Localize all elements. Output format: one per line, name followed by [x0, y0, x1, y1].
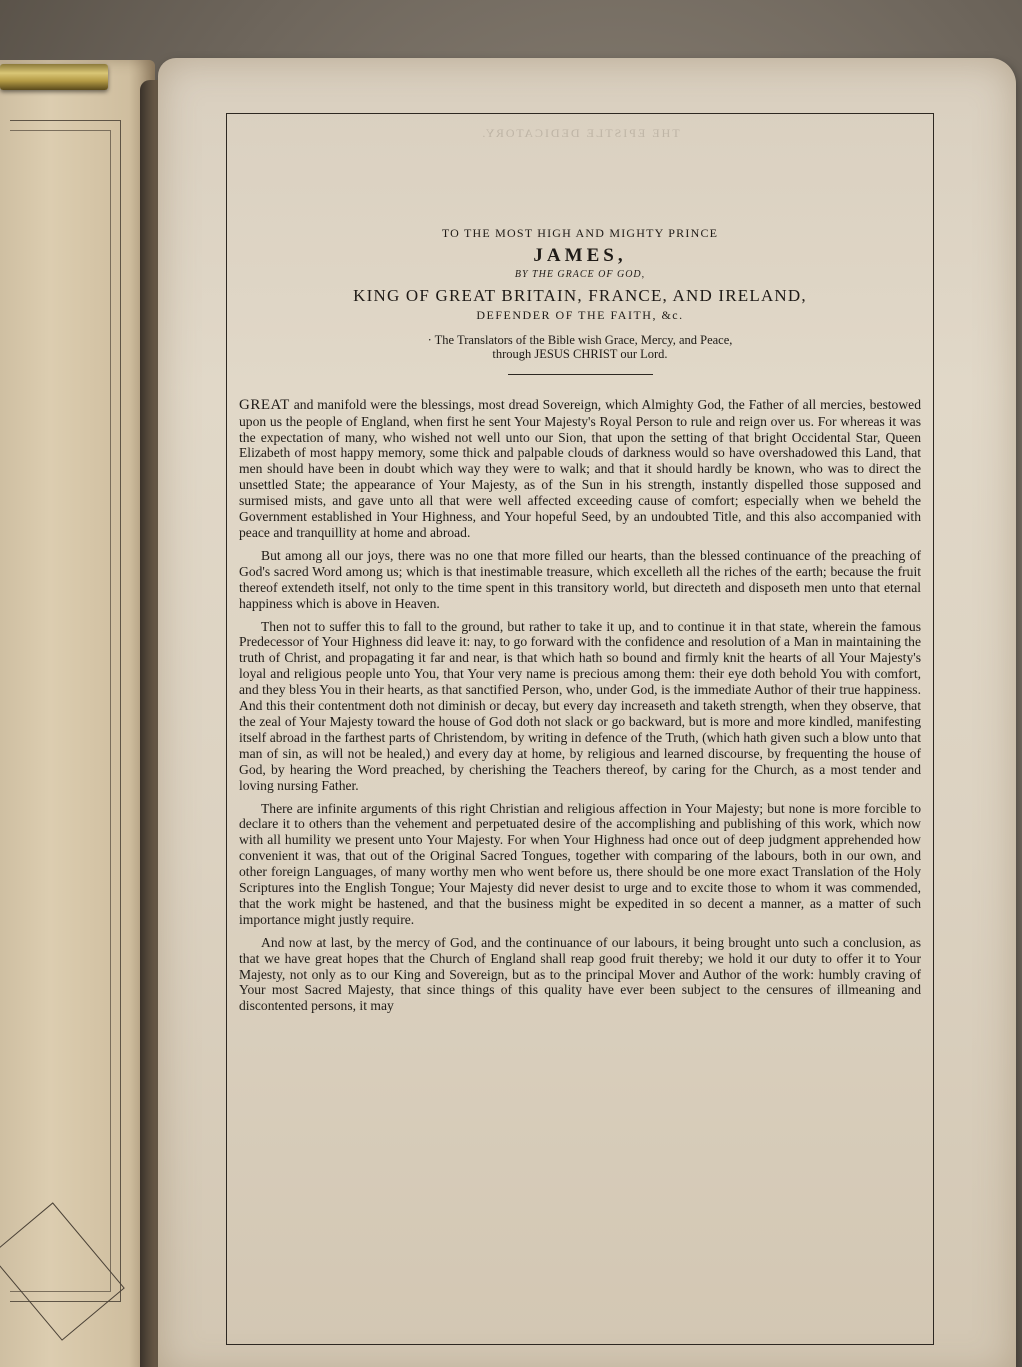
translators-greeting-line-2: through JESUS CHRIST our Lord. — [492, 347, 668, 362]
paragraph-3: Then not to suffer this to fall to the ground, but rather to take it up, and to continue it in that state, wherein the famous Predecessor of Your Highness did leave it: nay, to go forward with the confidence and resolution of a Man in maintaining the truth of Christ, and propagating it far and near, is that which hath so bound and firmly knit the hearts of all Your Majesty's loyal and religious people unto You, that Your very name is precious among them: their eye doth behold You with comfort, and they bless You in their hearts, as that sanctified Person, who, under God, is the immediate Author of their true happiness. And this their contentment doth not diminish or decay, but every day increaseth and taketh strength, when they observe, that the zeal of Your Majesty toward the house of God doth not slack or go backward, but is more and more kindled, manifesting itself abroad in the farthest parts of Christendom, by writing in defence of the Truth, (which hath given such a blow unto that man of sin, as will not be healed,) and every day at home, by religious and learned discourse, by frequenting the house of God, by hearing the Word preached, by cherishing the Teachers thereof, by caring for the Church, as a most tender and loving nursing Father. — [239, 618, 921, 793]
by-grace-line: BY THE GRACE OF GOD, — [514, 269, 646, 280]
left-page-edge — [0, 60, 155, 1367]
paragraph-5: And now at last, by the mercy of God, and the continuance of our labours, it being brought unto such a conclusion, as that we have great hopes that the Church of England shall reap good fruit thereby; we hold it our duty to offer it to Your Majesty, not only as to our King and Sovereign, but as to the principal Mover and Author of the work: humbly craving of Your most Sacred Majesty, that since things of this quality have ever been subject to the censures of illmeaning and discontented persons, it may — [239, 934, 921, 1014]
paragraph-2: But among all our joys, there was no one that more filled our hearts, than the blessed continuance of the preaching of God's sacred Word among us; which is that inestimable treasure, which excelleth all the riches of the earth; because the fruit thereof extendeth itself, not only to the time spent in this transitory world, but directeth and disposeth men unto that eternal happiness which is above in Heaven. — [239, 547, 921, 611]
translators-greeting — [239, 333, 921, 362]
heading-divider — [508, 374, 653, 375]
bleed-through-header: THE EPISTLE DEDICATORY. — [480, 126, 680, 140]
brass-clasp — [0, 64, 108, 90]
paragraph-1-opening-word: GREAT — [239, 396, 290, 413]
kingdoms-line: KING OF GREAT BRITAIN, FRANCE, AND IRELAND, — [353, 286, 807, 305]
left-page-inner-border — [10, 130, 111, 1292]
paragraph-1-text: and manifold were the blessings, most dread Sovereign, which Almighty God, the Father of all mercies, bestowed upon us the people of England, when first he sent Your Majesty's Royal Person to rule and reign over us. For whereas it was the expectation of many, who wished not well unto our Sion, that upon the setting of that bright Occidental Star, Queen Elizabeth of most happy memory, some thick and palpable clouds of darkness would so have overshadowed this Land, that men should have been in doubt which way they were to walk; and that it should hardly be known, who was to direct the unsettled State; the appearance of Your Majesty, as of the Sun in his strength, instantly dispelled those supposed and surmised mists, and gave unto all that were well affected exceeding cause of comfort; especially when we beheld the Government established in Your Highness, and Your hopeful Seed, by an undoubted Title, and this also accompanied with peace and tranquillity at home and abroad. — [239, 396, 921, 540]
translators-greeting-line-1: · The Translators of the Bible wish Grace, Mercy, and Peace, — [427, 333, 733, 347]
page-frame — [226, 113, 934, 1345]
king-name: JAMES, — [533, 245, 627, 266]
defender-line: DEFENDER OF THE FAITH, &c. — [476, 308, 684, 322]
paragraph-1 — [239, 397, 921, 541]
paragraph-4: There are infinite arguments of this right Christian and religious affection in Your Majesty; but none is more forcible to declare it to others than the vehement and perpetuated desire of the accomplishing and publishing of this work, which now with all humility we present unto Your Majesty. For when Your Highness had once out of deep judgment apprehended how convenient it was, that out of the Original Sacred Tongues, together with comparing of the labours, both in our own, and other foreign Languages, of many worthy men who went before us, there should be one more exact Translation of the Holy Scriptures into the English Tongue; Your Majesty did never desist to urge and to excite those to whom it was commended, that the work might be hastened, and that the business might be expedited in so decent a manner, as a matter of such importance might justly require. — [239, 800, 921, 927]
dedication-page — [158, 58, 1016, 1367]
dedication-to-line: TO THE MOST HIGH AND MIGHTY PRINCE — [441, 226, 719, 240]
dedication-heading — [239, 226, 921, 375]
